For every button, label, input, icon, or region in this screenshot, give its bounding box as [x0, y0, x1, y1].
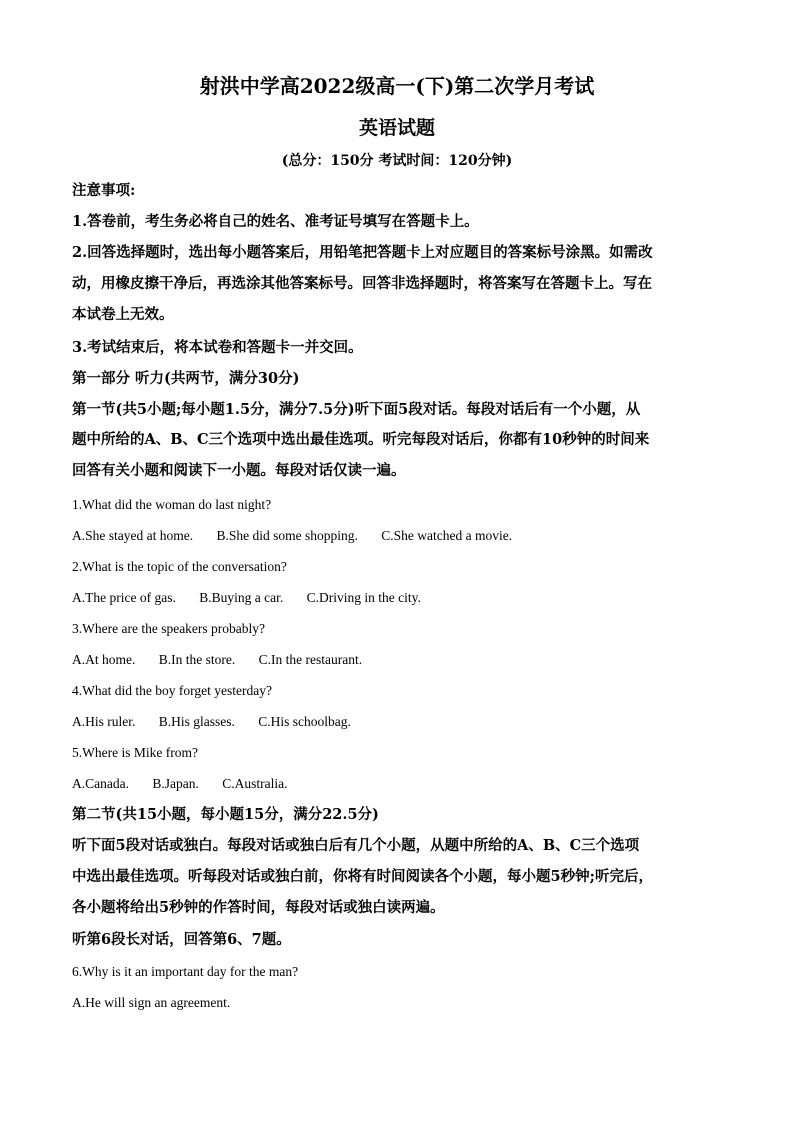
question-4: 4.What did the boy forget yesterday?	[72, 683, 272, 698]
question-1-options	[72, 526, 722, 546]
option-a: A.At home.	[72, 652, 136, 667]
subject-title: 英语试题	[358, 117, 435, 139]
question-1: 1.What did the woman do last night?	[72, 497, 272, 512]
option-a: A.The price of gas.	[72, 590, 176, 605]
notice-item-1: 1.答卷前，考生务必将自己的姓名、准考证号填写在答题卡上。	[72, 213, 479, 230]
section2-line-3: 各小题将给出5秒钟的作答时间，每段对话或独白读两遍。	[72, 899, 445, 916]
option-b: B.Japan.	[152, 776, 199, 791]
dialog-6-heading: 听第6段长对话，回答第6、7题。	[72, 931, 291, 948]
question-3: 3.Where are the speakers probably?	[72, 621, 266, 636]
section1-line-1: 第一节(共5小题;每小题1.5分，满分7.5分)听下面5段对话。每段对话后有一个小题，从	[72, 401, 641, 418]
notice-item-2-line-3: 本试卷上无效。	[72, 306, 174, 323]
option-b: B.She did some shopping.	[216, 528, 358, 543]
option-b: B.Buying a car.	[199, 590, 284, 605]
section1-line-2: 题中所给的A、B、C三个选项中选出最佳选项。听完每段对话后，你都有10秒钟的时间来	[72, 431, 650, 448]
question-5-options	[72, 774, 722, 794]
part1-heading: 第一部分 听力(共两节，满分30分)	[72, 370, 300, 387]
option-c: C.In the restaurant.	[258, 652, 363, 667]
question-2: 2.What is the topic of the conversation?	[72, 559, 287, 574]
section1-line-3: 回答有关小题和阅读下一小题。每段对话仅读一遍。	[72, 462, 406, 479]
notice-item-2-line-1: 2.回答选择题时，选出每小题答案后，用铅笔把答题卡上对应题目的答案标号涂黑。如需改	[72, 244, 653, 261]
section2-line-1: 听下面5段对话或独白。每段对话或独白后有几个小题，从题中所给的A、B、C三个选项	[72, 837, 640, 854]
question-3-options	[72, 650, 722, 670]
option-c: C.She watched a movie.	[381, 528, 513, 543]
notice-item-2-line-2: 动，用橡皮擦干净后，再选涂其他答案标号。回答非选择题时，将答案写在答题卡上。写在	[72, 275, 652, 292]
section2-line-2: 中选出最佳选项。听每段对话或独白前，你将有时间阅读各个小题，每小题5秒钟;听完后，	[72, 868, 653, 885]
exam-title: 射洪中学高2022级高一(下)第二次学月考试	[199, 74, 595, 98]
question-4-options	[72, 712, 722, 732]
option-c: C.His schoolbag.	[258, 714, 351, 729]
option-a: A.Canada.	[72, 776, 129, 791]
option-b: B.His glasses.	[158, 714, 235, 729]
option-c: C.Driving in the city.	[306, 590, 421, 605]
notice-item-3: 3.考试结束后，将本试卷和答题卡一并交回。	[72, 339, 363, 356]
exam-info: (总分：150分 考试时间：120分钟)	[281, 153, 513, 169]
question-2-options	[72, 588, 722, 608]
option-a: A.She stayed at home.	[72, 528, 194, 543]
option-b: B.In the store.	[158, 652, 236, 667]
notice-heading: 注意事项:	[72, 182, 136, 199]
option-a: A.His ruler.	[72, 714, 136, 729]
section2-heading: 第二节(共15小题，每小题15分，满分22.5分)	[72, 806, 379, 823]
question-6-option-a: A.He will sign an agreement.	[72, 995, 231, 1010]
question-5: 5.Where is Mike from?	[72, 745, 198, 760]
option-c: C.Australia.	[222, 776, 288, 791]
question-6: 6.Why is it an important day for the man?	[72, 964, 299, 979]
